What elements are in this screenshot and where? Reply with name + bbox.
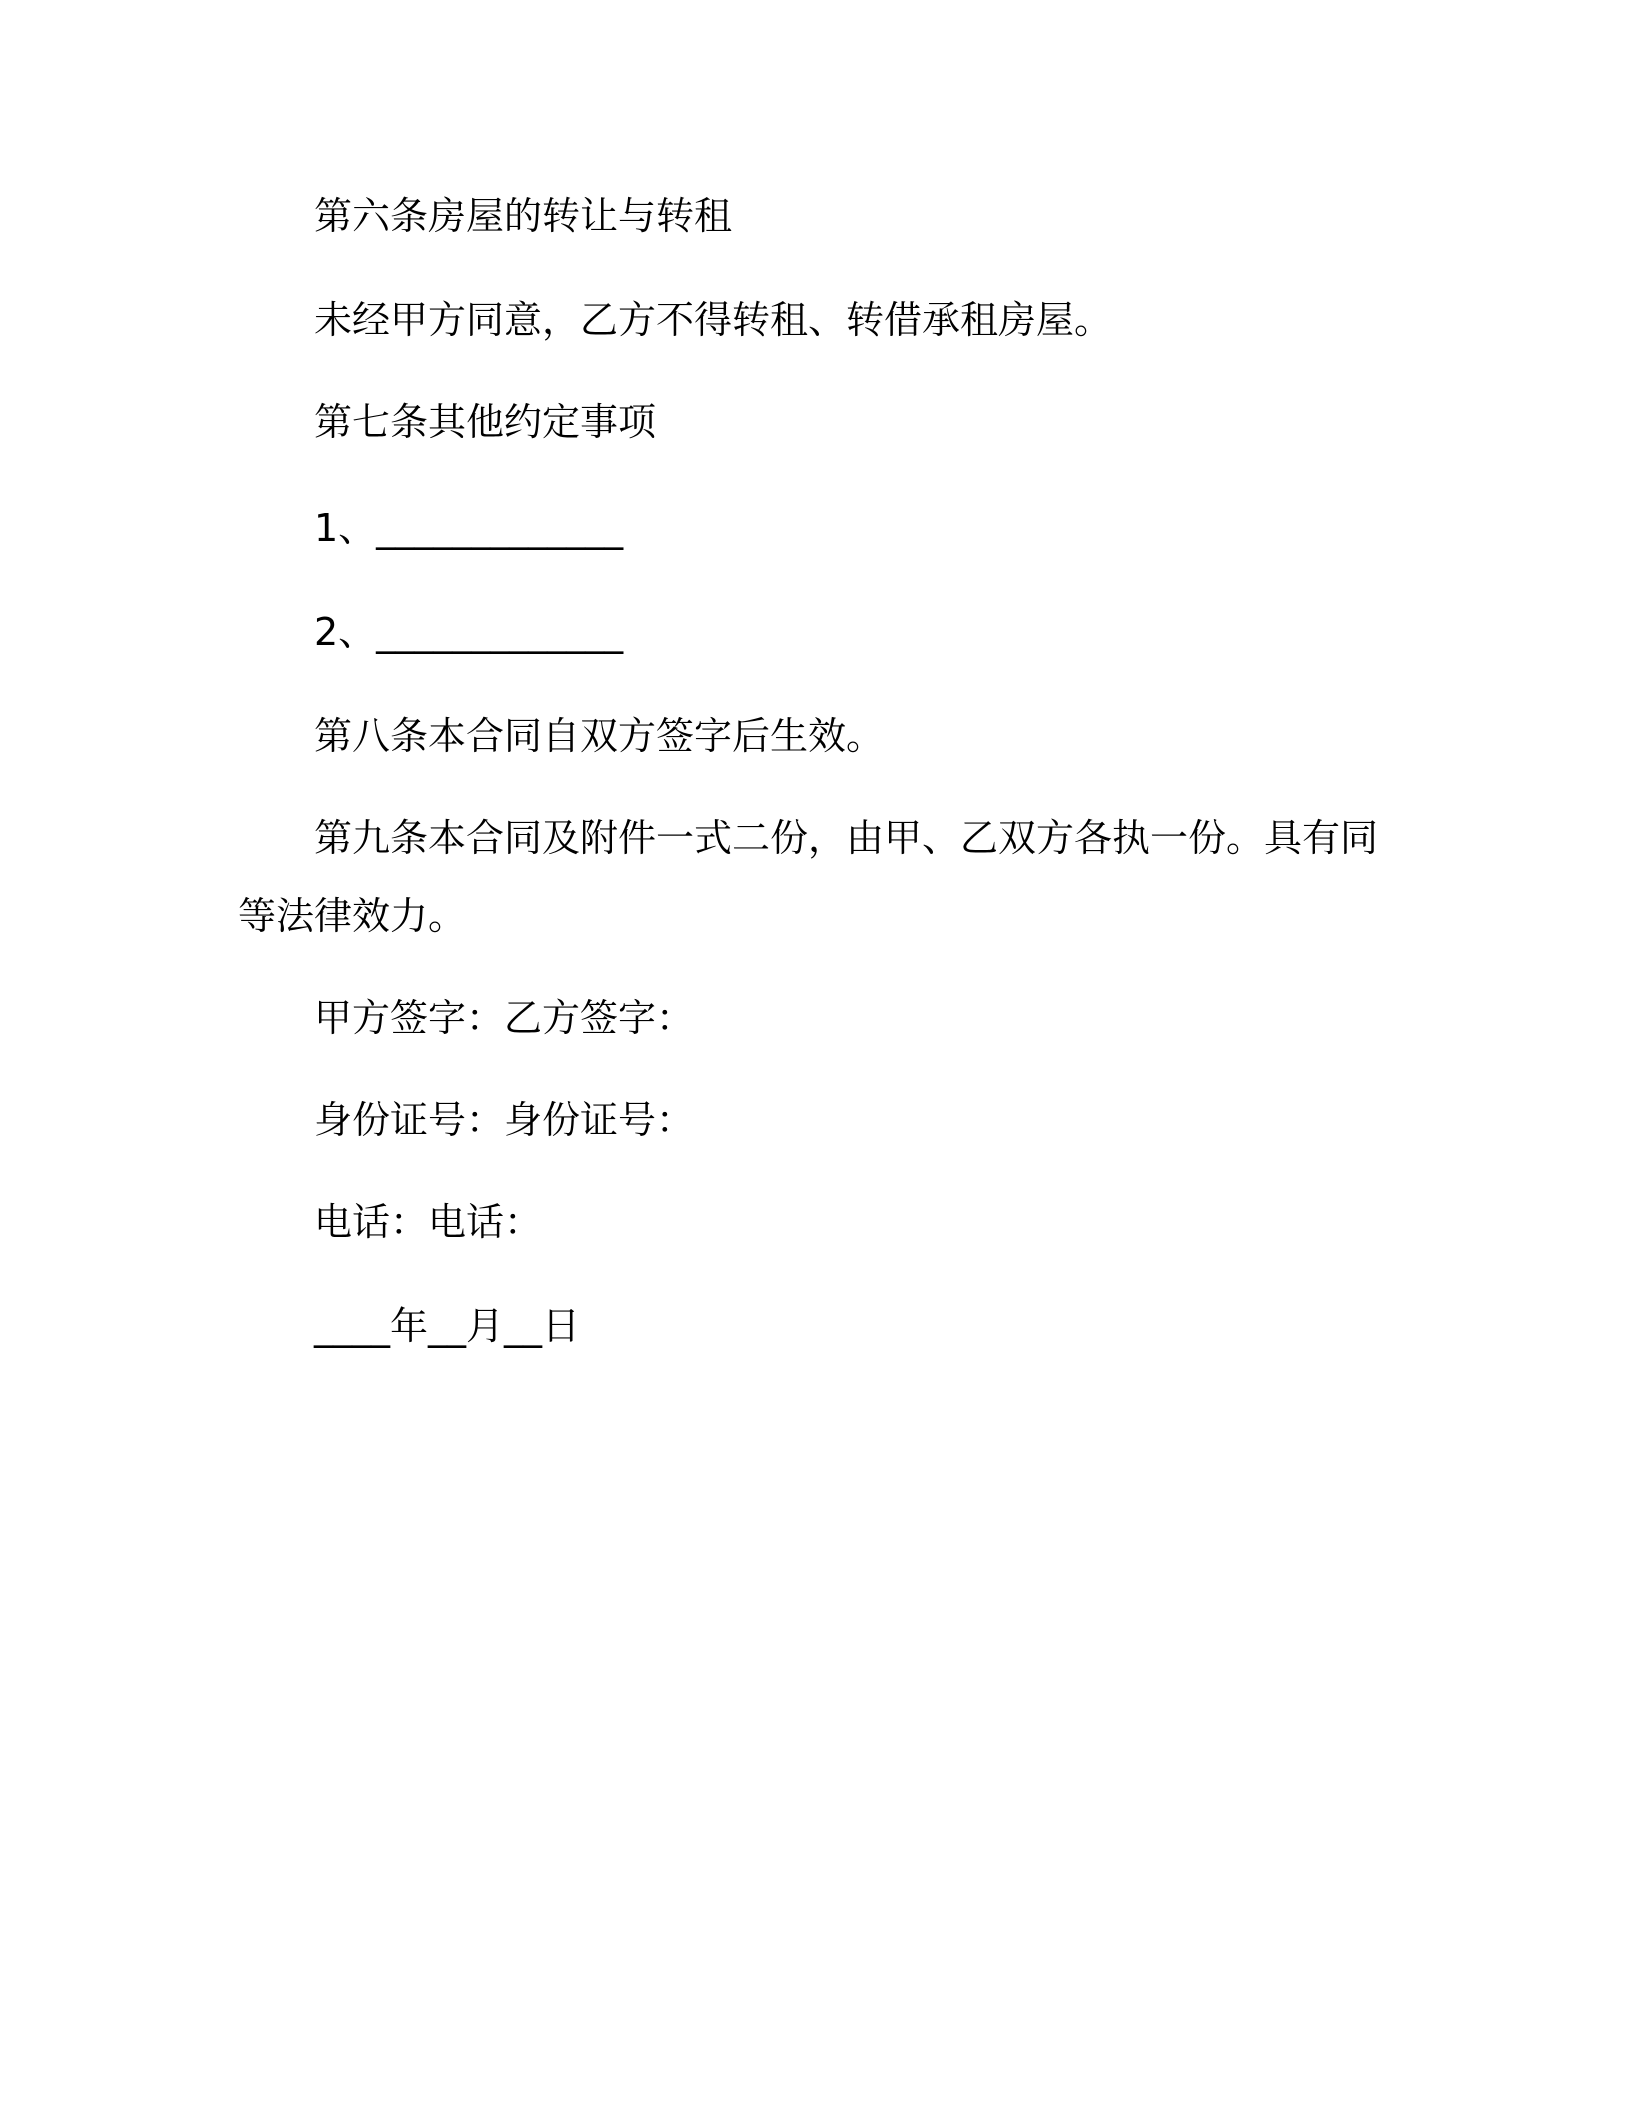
article-6-text: 未经甲方同意，乙方不得转租、转借承租房屋。 [314, 298, 1113, 342]
signature-line: 甲方签字：乙方签字： [314, 996, 695, 1040]
id-number-line: 身份证号：身份证号： [314, 1098, 695, 1142]
date-line: ____年__月__日 [314, 1304, 581, 1348]
article-7-item-1: 1、_____________ [314, 506, 624, 550]
phone-line: 电话：电话： [314, 1200, 543, 1244]
article-7-item-2: 2、_____________ [314, 610, 624, 654]
article-7-heading: 第七条其他约定事项 [314, 400, 657, 444]
article-9-text-line-1: 第九条本合同及附件一式二份，由甲、乙双方各执一份。具有同 [314, 816, 1379, 860]
article-8-text: 第八条本合同自双方签字后生效。 [314, 714, 885, 758]
article-6-heading: 第六条房屋的转让与转租 [314, 194, 733, 238]
article-9-text-line-2: 等法律效力。 [238, 894, 467, 938]
